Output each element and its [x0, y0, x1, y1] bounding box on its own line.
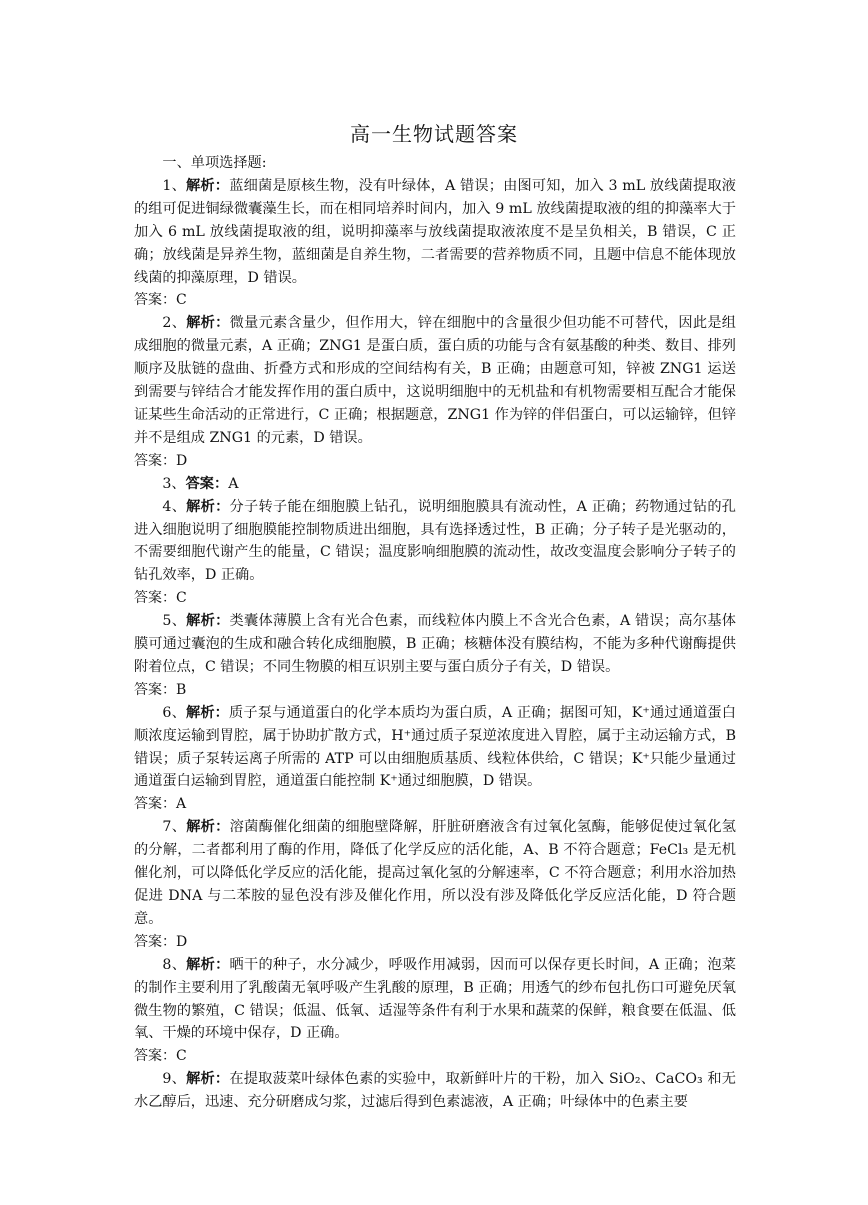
question-analysis: 6、解析：质子泵与通道蛋白的化学本质均为蛋白质，A 正确；据图可知，K⁺通过通道蛋白顺浓度运输到胃腔，属于协助扩散方式，H⁺通过质子泵逆浓度进入胃腔，属于主动运输方式，B 错误；质子泵转运离子所需的 ATP 可以由细胞质基质、线粒体供给，C 错误；K⁺只能少量通过通道蛋白运输到胃腔，通道蛋白能控制 K⁺通过细胞膜，D 错误。 — [134, 704, 736, 790]
section-heading: 一、单项选择题: — [162, 155, 267, 171]
analysis-label: 解析： — [186, 498, 230, 515]
question-analysis: 5、解析：类囊体薄膜上含有光合色素，而线粒体内膜上不含光合色素，A 错误；高尔基体膜可通过囊泡的生成和融合转化成细胞膜，B 正确；核糖体没有膜结构，不能为多种代谢酶提供附着位点，C 错误；不同生物膜的相互识别主要与蛋白质分子有关，D 错误。 — [134, 613, 736, 675]
analysis-label: 解析： — [186, 1071, 230, 1088]
question-answer: 答案：C — [134, 292, 187, 309]
question-answer: 答案：C — [134, 1048, 187, 1065]
question-analysis: 7、解析：溶菌酶催化细菌的细胞壁降解，肝脏研磨液含有过氧化氢酶，能够促使过氧化氢的分解，二者都利用了酶的作用，降低了化学反应的活化能，A、B 不符合题意；FeCl₃ 是无机催化剂，可以降低化学反应的活化能，提高过氧化氢的分解速率，C 不符合题意；利用水浴加热促进 DNA 与二苯胺的显色没有涉及催化作用，所以没有涉及降低化学反应活化能，D 符合题意。 — [134, 819, 736, 927]
question-answer: 答案：B — [134, 681, 187, 698]
analysis-label: 解析： — [186, 315, 230, 332]
question-answer: 答案：A — [134, 796, 187, 813]
question-answer: 答案：D — [134, 933, 188, 950]
analysis-label: 解析： — [186, 956, 230, 973]
question-analysis: 9、解析：在提取菠菜叶绿体色素的实验中，取新鲜叶片的干粉，加入 SiO₂、CaCO₃ 和无水乙醇后，迅速、充分研磨成匀浆，过滤后得到色素滤液，A 正确；叶绿体中的色素主要 — [134, 1071, 736, 1111]
analysis-label: 解析： — [185, 704, 230, 721]
question-answer-inline: 3、答案：A — [162, 475, 239, 492]
question-analysis: 8、解析：晒干的种子，水分减少，呼吸作用减弱，因而可以保存更长时间，A 正确；泡菜的制作主要利用了乳酸菌无氧呼吸产生乳酸的原理，B 正确；用透气的纱布包扎伤口可避免厌氧微生物的繁殖，C 错误；低温、低氧、适湿等条件有利于水果和蔬菜的保鲜，粮食要在低温、低氧、干燥的环境中保存，D 正确。 — [134, 956, 736, 1042]
question-analysis: 1、解析：蓝细菌是原核生物，没有叶绿体，A 错误；由图可知，加入 3 mL 放线菌提取液的组可促进铜绿微囊藻生长，而在相同培养时间内，加入 9 mL 放线菌提取液的组的抑藻率大于加入 6 mL 放线菌提取液的组，说明抑藻率与放线菌提取液浓度不是呈负相关，B 错误，C 正确；放线菌是异养生物，蓝细菌是自养生物，二者需要的营养物质不同，且题中信息不能体现放线菌的抑藻原理，D 错误。 — [134, 177, 736, 286]
analysis-label: 解析： — [186, 819, 230, 836]
question-analysis: 4、解析：分子转子能在细胞膜上钻孔，说明细胞膜具有流动性，A 正确；药物通过钻的孔进入细胞说明了细胞膜能控制物质进出细胞，具有选择透过性，B 正确；分子转子是光驱动的，不需要细胞代谢产生的能量，C 错误；温度影响细胞膜的流动性，故改变温度会影响分子转子的钻孔效率，D 正确。 — [134, 498, 736, 584]
page-title: 高一生物试题答案 — [350, 122, 518, 146]
analysis-label: 解析： — [186, 613, 230, 630]
question-answer: 答案：D — [134, 452, 188, 469]
answer-content — [134, 152, 736, 1114]
question-analysis: 2、解析：微量元素含量少，但作用大，锌在细胞中的含量很少但功能不可替代，因此是组成细胞的微量元素，A 正确；ZNG1 是蛋白质，蛋白质的功能与含有氨基酸的种类、数目、排列顺序及肽链的盘曲、折叠方式和形成的空间结构有关，B 正确；由题意可知，锌被 ZNG1 运送到需要与锌结合才能发挥作用的蛋白质中，这说明细胞中的无机盐和有机物需要相互配合才能保证某些生命活动的正常进行，C 正确；根据题意，ZNG1 作为锌的伴侣蛋白，可以运输锌，但锌并不是组成 ZNG1 的元素，D 错误。 — [134, 315, 736, 446]
question-answer: 答案：C — [134, 590, 187, 607]
analysis-label: 解析： — [186, 177, 230, 194]
